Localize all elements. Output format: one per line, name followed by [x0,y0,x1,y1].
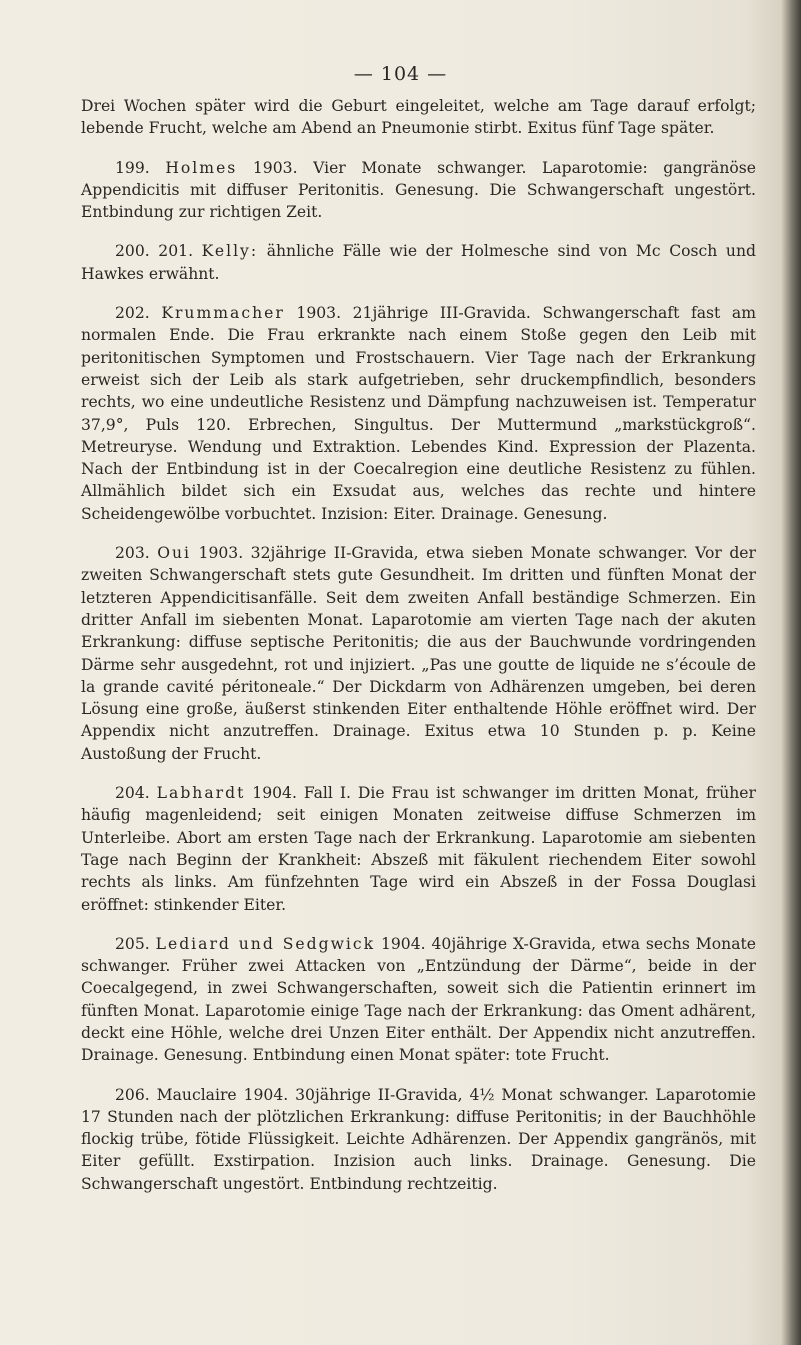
case-203 [81,542,756,765]
author-name: Mauclaire [156,1085,237,1104]
author-name: Krummacher [161,304,285,323]
case-206 [81,1084,756,1195]
case-text: 1904. Fall I. Die Frau ist schwanger im dritten Monat, früher häufig magenleidend; seit einigen Monaten zeitweise diffuse Schmerzen im Unterleibe. Abort am ersten Tage nach der Erkrankung. Laparotomie am siebenten Tage nach Beginn der Krankheit: Abszeß mit fäkulent riechendem Eiter sowohl rechts als links. Am fünfzehnten Tage wird ein Abszeß in der Fossa Douglasi eröffnet: stinkender Eiter. [81,784,756,914]
author-name: Oui [157,544,192,563]
author-name: Labhardt [156,784,246,803]
case-text: 1904. 30jährige II-Gravida, 4½ Monat schwanger. Laparotomie 17 Stunden nach der plötzlichen Erkrankung: diffuse Peritonitis; in der Bauchhöhle flockig trübe, fötide Flüssigkeit. Leichte Adhärenzen. Der Appendix gangränös, mit Eiter gefüllt. Exstirpation. Inzision auch links. Drainage. Genesung. Die Schwangerschaft ungestört. Entbindung rechtzeitig. [81,1085,756,1193]
case-number: 202. [115,304,150,323]
case-text: 1903. Vier Monate schwanger. Laparotomie: gangränöse Appendicitis mit diffuser Peritonitis. Genesung. Die Schwangerschaft ungestört. Entbindung zur richtigen Zeit. [81,158,756,222]
case-number: 199. [115,158,150,177]
case-202 [81,302,756,525]
page-number: — 104 — [353,63,448,85]
case-number: 205. [115,934,150,953]
case-number: 204. [115,784,150,803]
case-number: 200. 201. [115,242,194,261]
case-text: ähnliche Fälle wie der Holmesche sind von Mc Cosch und Hawkes erwähnt. [81,242,756,283]
paragraph-continuation [81,95,756,140]
case-200-201 [81,240,756,285]
author-name: Holmes [165,158,238,177]
author-name: Kelly: [201,242,259,261]
case-205 [81,933,756,1067]
case-text: 1903. 21jährige III-Gravida. Schwangerschaft fast am normalen Ende. Die Frau erkrankte nach einem Stoße gegen den Leib mit peritonitischen Symptomen und Frostschauern. Vier Tage nach der Erkrankung erweist sich der Leib als stark aufgetrieben, sehr druckempfindlich, besonders rechts, wo eine undeutliche Resistenz und Dämpfung nachzuweisen ist. Temperatur 37,9°, Puls 120. Erbrechen, Singultus. Der Muttermund „markstückgroß“. Metreuryse. Wendung und Extraktion. Lebendes Kind. Expression der Plazenta. Nach der Entbindung ist in der Coecalregion eine deutliche Resistenz zu fühlen. Allmählich bildet sich ein Exsudat aus, welches das rechte und hintere Scheidengewölbe vorbuchtet. Inzision: Eiter. Drainage. Genesung. [81,304,756,523]
case-204 [81,782,756,916]
body-text [81,95,756,1212]
case-199 [81,157,756,224]
case-number: 206. [115,1085,150,1104]
case-text: 1904. 40jährige X-Gravida, etwa sechs Monate schwanger. Früher zwei Attacken von „Entzündung der Därme“, beide in der Coecalgegend, in zwei Schwangerschaften, soweit sich die Patientin erinnert im fünften Monat. Laparotomie einige Tage nach der Erkrankung: das Oment adhärent, deckt eine Höhle, welche drei Unzen Eiter enthält. Der Appendix nicht anzutreffen. Drainage. Genesung. Entbindung einen Monat später: tote Frucht. [81,934,756,1065]
page-edge-shadow [781,0,801,1345]
paragraph-text: Drei Wochen später wird die Geburt eingeleitet, welche am Tage darauf erfolgt; lebende Frucht, welche am Abend an Pneumonie stirbt. Exitus fünf Tage später. [81,97,756,138]
case-text: 1903. 32jährige II-Gravida, etwa sieben Monate schwanger. Vor der zweiten Schwangerschaft stets gute Gesundheit. Im dritten und fünften Monat der letzteren Appendicitisanfälle. Seit dem zweiten Anfall beständige Schmerzen. Ein dritter Anfall im siebenten Monat. Laparotomie am vierten Tage nach der akuten Erkrankung: diffuse septische Peritonitis; die aus der Bauchwunde vordringenden Därme sehr ausgedehnt, rot und injiziert. „Pas une goutte de liquide ne s’écoule de la grande cavité péritoneale.“ Der Dickdarm von Adhärenzen umgeben, bei deren Lösung eine große, äußerst stinkenden Eiter enthaltende Höhle eröffnet wird. Der Appendix nicht anzutreffen. Drainage. Exitus etwa 10 Stunden p. p. Keine Austoßung der Frucht. [81,544,756,763]
author-name: Lediard und Sedgwick [155,934,376,953]
case-number: 203. [115,544,150,563]
